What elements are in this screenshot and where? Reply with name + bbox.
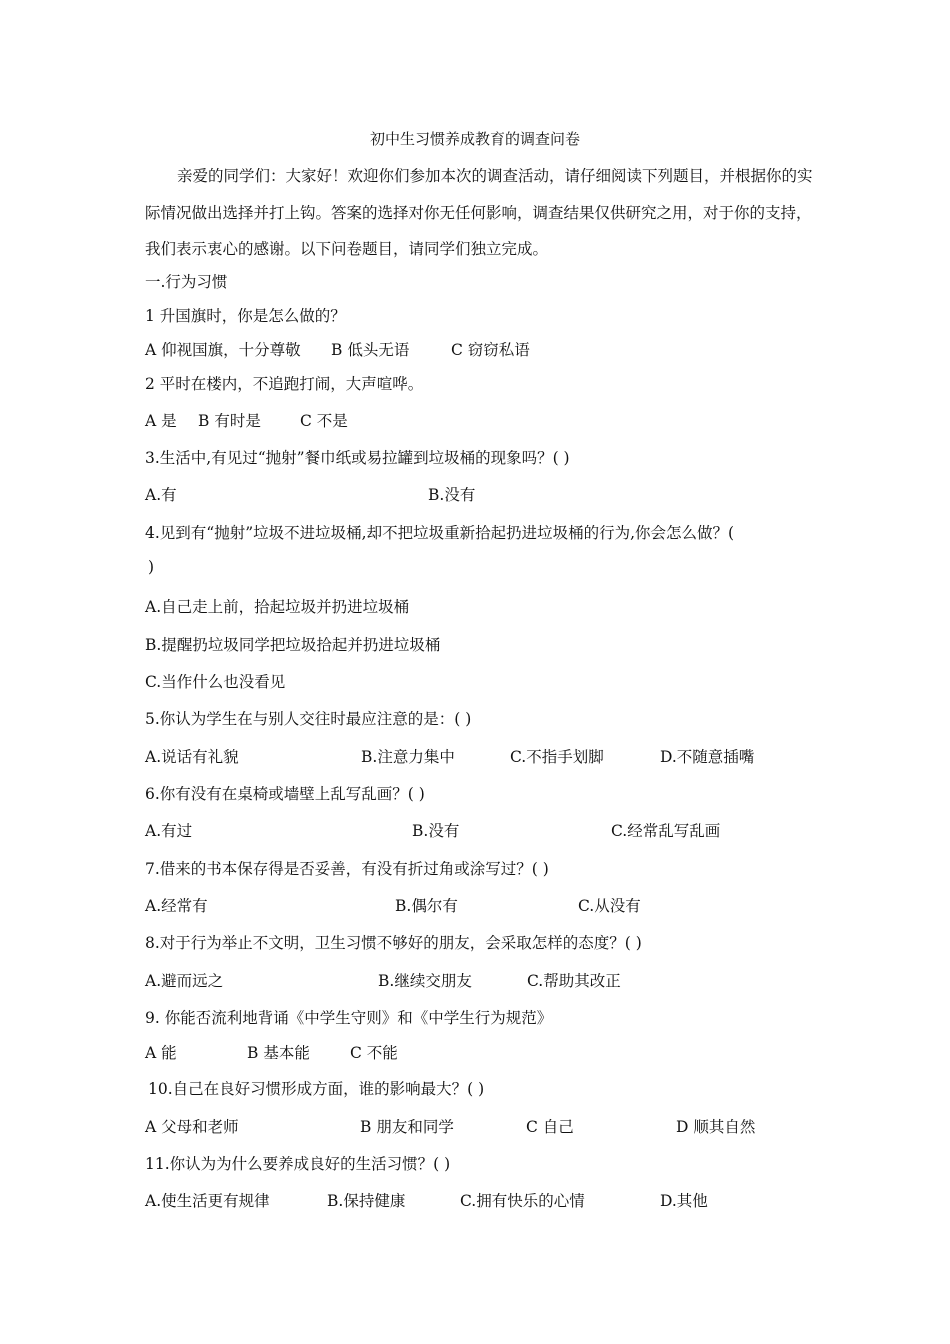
question-7: 7.借来的书本保存得是否妥善，有没有折过角或涂写过？( ) <box>145 860 549 878</box>
q7-option-a: A.经常有 <box>145 897 208 915</box>
q8-option-b: B.继续交朋友 <box>378 972 472 990</box>
q11-option-a: A.使生活更有规律 <box>145 1192 270 1210</box>
section-heading: 一.行为习惯 <box>145 273 228 291</box>
q7-option-b: B.偶尔有 <box>395 897 458 915</box>
question-5: 5.你认为学生在与别人交往时最应注意的是：( ) <box>145 710 472 728</box>
q9-option-a: A 能 <box>145 1044 177 1062</box>
q8-option-c: C.帮助其改正 <box>527 972 621 990</box>
q10-option-c: C 自己 <box>526 1118 574 1136</box>
q1-option-c: C 窃窃私语 <box>451 341 530 359</box>
q5-option-a: A.说话有礼貌 <box>145 748 239 766</box>
q3-option-b: B.没有 <box>428 486 476 504</box>
q5-option-b: B.注意力集中 <box>361 748 455 766</box>
q9-option-c: C 不能 <box>350 1044 398 1062</box>
q2-option-a: A 是 <box>145 412 177 430</box>
question-4-continued: ) <box>148 558 155 576</box>
question-3: 3.生活中,有见过“抛射”餐巾纸或易拉罐到垃圾桶的现象吗？( ) <box>145 449 570 467</box>
question-10: 10.自己在良好习惯形成方面，谁的影响最大？( ) <box>148 1080 485 1098</box>
q5-option-d: D.不随意插嘴 <box>660 748 755 766</box>
q5-option-c: C.不指手划脚 <box>510 748 604 766</box>
q8-option-a: A.避而远之 <box>145 972 224 990</box>
q9-option-b: B 基本能 <box>247 1044 310 1062</box>
question-9: 9. 你能否流利地背诵《中学生守则》和《中学生行为规范》 <box>145 1009 553 1027</box>
q2-option-c: C 不是 <box>300 412 348 430</box>
q11-option-c: C.拥有快乐的心情 <box>460 1192 585 1210</box>
q10-option-d: D 顺其自然 <box>676 1118 756 1136</box>
q2-option-b: B 有时是 <box>198 412 261 430</box>
q1-option-a: A 仰视国旗，十分尊敬 <box>145 341 301 359</box>
q4-option-b: B.提醒扔垃圾同学把垃圾拾起并扔进垃圾桶 <box>145 636 441 654</box>
intro-paragraph: 亲爱的同学们：大家好！欢迎你们参加本次的调查活动，请仔细阅读下列题目，并根据你的实际情况做出选择并打上钩。答案的选择对你无任何影响，调查结果仅供研究之用，对于你的支持，我们表示衷心的感谢。以下问卷题目，请同学们独立完成。 <box>145 167 813 258</box>
q6-option-b: B.没有 <box>412 822 460 840</box>
question-1: 1 升国旗时，你是怎么做的？ <box>145 307 346 325</box>
q7-option-c: C.从没有 <box>578 897 641 915</box>
document-title: 初中生习惯养成教育的调查问卷 <box>369 130 580 148</box>
q10-option-a: A 父母和老师 <box>145 1118 239 1136</box>
q4-option-a: A.自己走上前，拾起垃圾并扔进垃圾桶 <box>145 598 410 616</box>
question-2: 2 平时在楼内，不追跑打闹，大声喧哗。 <box>145 375 424 393</box>
question-11: 11.你认为为什么要养成良好的生活习惯？( ) <box>145 1155 451 1173</box>
question-8: 8.对于行为举止不文明，卫生习惯不够好的朋友，会采取怎样的态度？( ) <box>145 934 642 952</box>
question-4: 4.见到有“抛射”垃圾不进垃圾桶,却不把垃圾重新拾起扔进垃圾桶的行为,你会怎么做？( <box>145 524 735 542</box>
q6-option-a: A.有过 <box>145 822 193 840</box>
q6-option-c: C.经常乱写乱画 <box>611 822 721 840</box>
q11-option-b: B.保持健康 <box>327 1192 406 1210</box>
q4-option-c: C.当作什么也没看见 <box>145 673 286 691</box>
q3-option-a: A.有 <box>145 486 177 504</box>
q1-option-b: B 低头无语 <box>331 341 410 359</box>
q10-option-b: B 朋友和同学 <box>360 1118 454 1136</box>
q11-option-d: D.其他 <box>660 1192 708 1210</box>
question-6: 6.你有没有在桌椅或墙壁上乱写乱画？( ) <box>145 785 425 803</box>
